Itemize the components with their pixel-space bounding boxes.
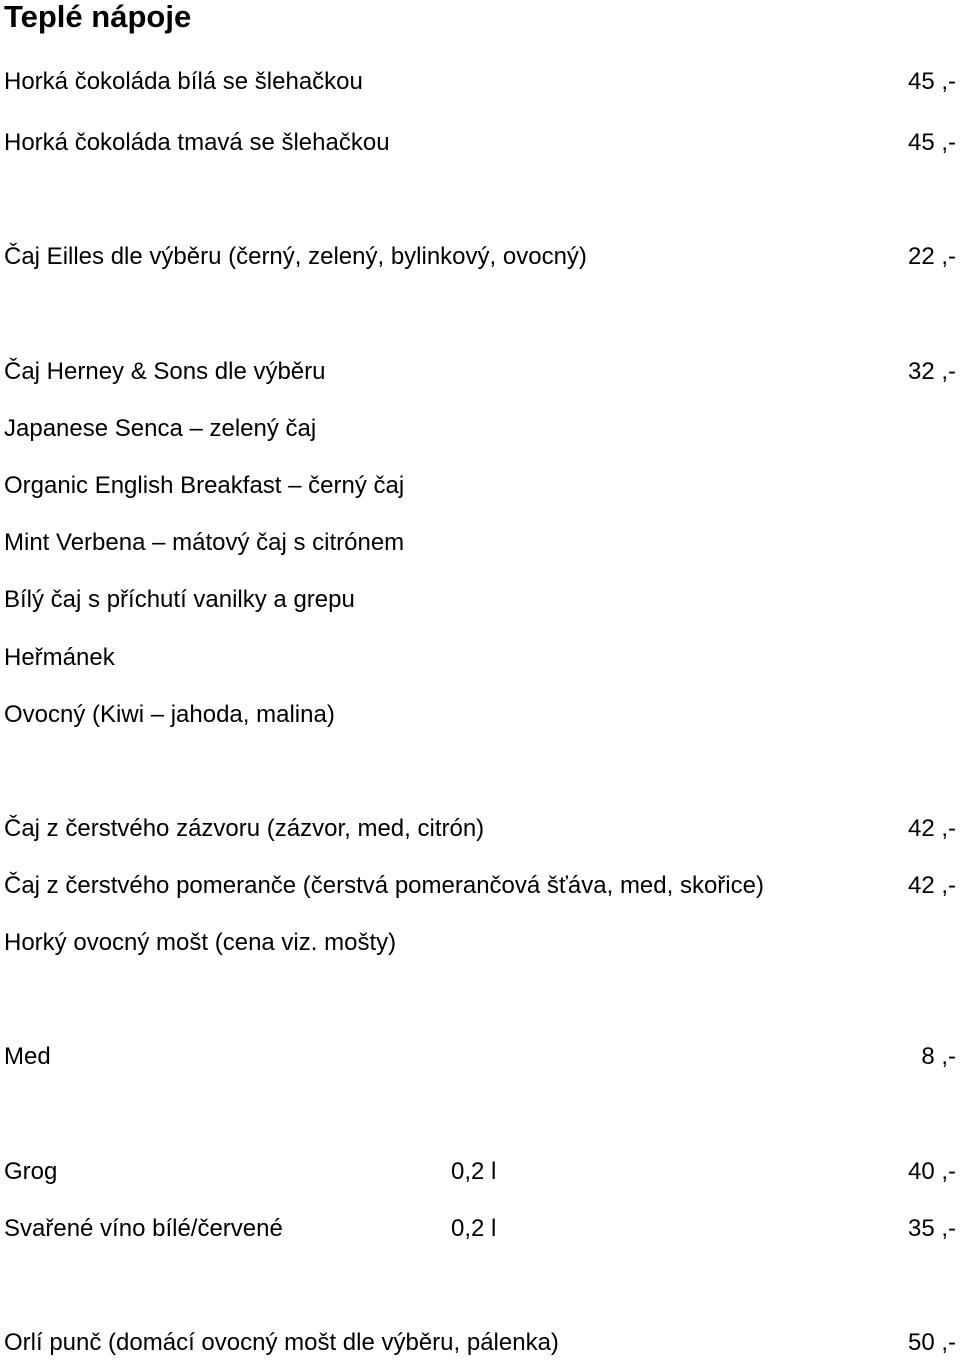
menu-item <box>0 1211 960 1247</box>
item-volume: 0,2 l <box>451 1158 497 1185</box>
menu-item <box>0 811 960 847</box>
menu-item <box>0 239 960 275</box>
menu-subitem <box>0 468 960 504</box>
item-price: 32 ,- <box>907 358 956 385</box>
item-name: Čaj Herney & Sons dle výběru <box>4 358 326 385</box>
item-name: Svařené víno bílé/červené <box>4 1215 283 1242</box>
item-name: Čaj z čerstvého pomeranče (čerstvá pomerančová šťáva, med, skořice) <box>4 872 764 899</box>
page-title: Teplé nápoje <box>4 0 192 34</box>
menu-item <box>0 1039 960 1075</box>
item-price: 42 ,- <box>907 872 956 899</box>
menu-item <box>0 1325 960 1361</box>
item-price: 8 ,- <box>921 1043 956 1070</box>
item-name: Ovocný (Kiwi – jahoda, malina) <box>4 701 335 728</box>
item-price: 50 ,- <box>907 1329 956 1356</box>
menu-item <box>0 868 960 904</box>
menu-subitem <box>0 640 960 676</box>
item-price: 42 ,- <box>907 815 956 842</box>
item-name: Čaj z čerstvého zázvoru (zázvor, med, citrón) <box>4 815 485 842</box>
item-price: 35 ,- <box>907 1215 956 1242</box>
item-price: 45 ,- <box>907 68 956 95</box>
item-name: Japanese Senca – zelený čaj <box>4 415 317 442</box>
menu-item <box>0 64 960 100</box>
item-volume: 0,2 l <box>451 1215 497 1242</box>
item-name: Horký ovocný mošt (cena viz. mošty) <box>4 929 397 956</box>
item-name: Bílý čaj s příchutí vanilky a grepu <box>4 586 355 613</box>
menu-item <box>0 125 960 161</box>
item-name: Organic English Breakfast – černý čaj <box>4 472 405 499</box>
menu-subitem <box>0 697 960 733</box>
item-name: Grog <box>4 1158 58 1185</box>
item-name: Mint Verbena – mátový čaj s citrónem <box>4 529 405 556</box>
item-name: Horká čokoláda bílá se šlehačkou <box>4 68 363 95</box>
menu-item <box>0 1154 960 1190</box>
menu-subitem <box>0 582 960 618</box>
item-name: Orlí punč (domácí ovocný mošt dle výběru, pálenka) <box>4 1329 559 1356</box>
item-price: 22 ,- <box>907 243 956 270</box>
item-name: Horká čokoláda tmavá se šlehačkou <box>4 129 390 156</box>
menu-item <box>0 925 960 961</box>
item-name: Heřmánek <box>4 644 115 671</box>
item-price: 45 ,- <box>907 129 956 156</box>
item-name: Čaj Eilles dle výběru (černý, zelený, bylinkový, ovocný) <box>4 243 587 270</box>
item-price: 40 ,- <box>907 1158 956 1185</box>
menu-subitem <box>0 411 960 447</box>
menu-item <box>0 354 960 390</box>
item-name: Med <box>4 1043 51 1070</box>
menu-subitem <box>0 525 960 561</box>
